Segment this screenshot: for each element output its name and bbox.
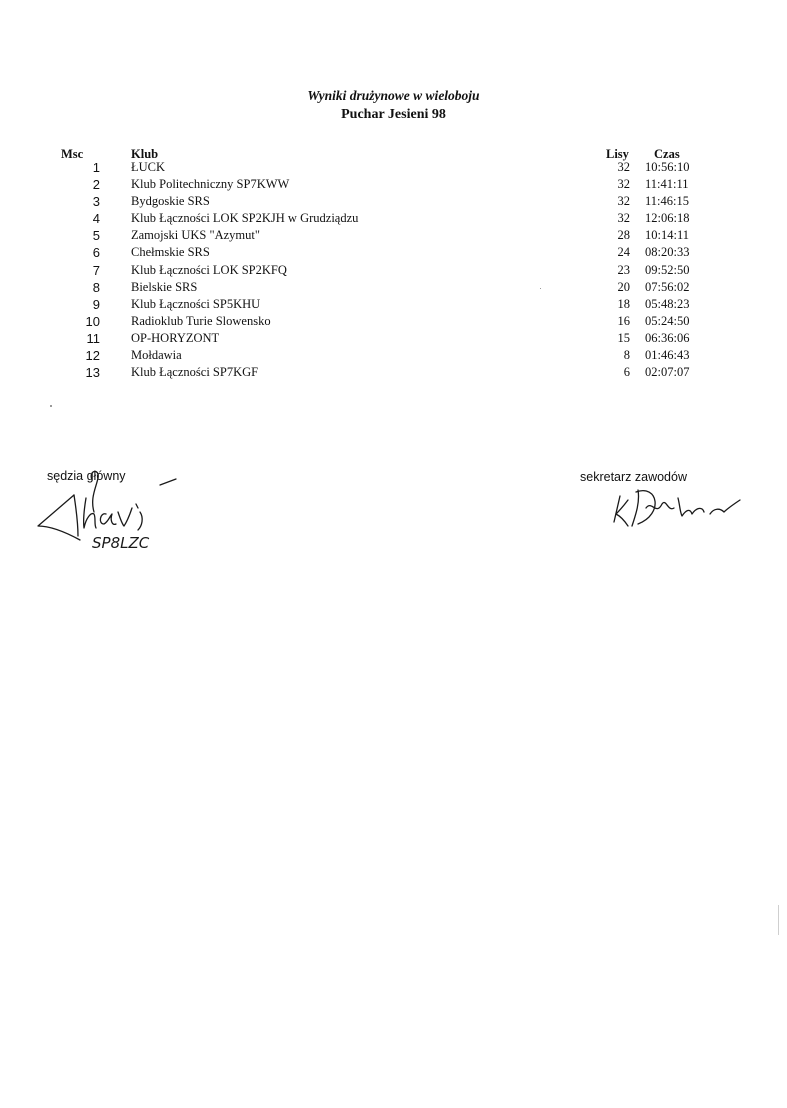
- cell-czas: 08:20:33: [645, 245, 690, 260]
- cell-czas: 11:46:15: [645, 194, 689, 209]
- table-row: [0, 228, 787, 245]
- cell-msc: 10: [85, 313, 100, 329]
- cell-lisy: 32: [617, 194, 630, 209]
- cell-klub: Radioklub Turie Slowensko: [131, 313, 271, 328]
- cell-lisy: 6: [623, 365, 630, 380]
- cell-lisy: 8: [623, 348, 630, 363]
- cell-czas: 05:48:23: [645, 296, 690, 311]
- cell-czas: 05:24:50: [645, 313, 690, 328]
- table-row: [0, 348, 787, 365]
- cell-klub: Bielskie SRS: [131, 279, 198, 294]
- table-row: [0, 177, 787, 194]
- cell-klub: Klub Łączności SP5KHU: [131, 296, 261, 311]
- cell-msc: 11: [86, 330, 100, 346]
- cell-msc: 12: [85, 348, 100, 364]
- cell-klub: ŁUCK: [131, 160, 166, 174]
- cell-msc: 3: [92, 194, 100, 210]
- column-header-czas: Czas: [654, 147, 680, 161]
- cell-klub: Klub Łączności LOK SP2KFQ: [131, 262, 287, 277]
- table-row: [0, 160, 787, 177]
- head-judge-signature: [28, 468, 178, 558]
- cell-lisy: 28: [617, 228, 630, 243]
- table-row: [0, 365, 787, 382]
- competition-secretary-label: sekretarz zawodów: [580, 470, 687, 484]
- head-judge-label: sędzia główny: [47, 469, 126, 483]
- cell-msc: 13: [85, 365, 100, 381]
- cell-msc: 6: [92, 245, 100, 261]
- cell-klub: Mołdawia: [131, 348, 182, 363]
- cell-lisy: 32: [617, 177, 630, 192]
- cell-czas: 09:52:50: [645, 262, 690, 277]
- cell-msc: 8: [92, 279, 100, 295]
- cell-czas: 07:56:02: [645, 279, 690, 294]
- cell-lisy: 32: [617, 211, 630, 226]
- cell-msc: 9: [92, 296, 100, 312]
- cell-czas: 02:07:07: [645, 365, 690, 380]
- cell-msc: 5: [92, 228, 100, 244]
- cell-lisy: 24: [617, 245, 630, 260]
- cell-klub: Zamojski UKS "Azymut": [131, 228, 260, 243]
- table-row: [0, 194, 787, 211]
- cell-lisy: 16: [617, 313, 630, 328]
- cell-czas: 01:46:43: [645, 348, 690, 363]
- cell-msc: 7: [92, 262, 100, 278]
- competition-secretary-signature: [598, 478, 748, 538]
- table-row: [0, 297, 787, 314]
- cell-klub: OP-HORYZONT: [131, 330, 220, 345]
- cell-msc: 2: [92, 177, 100, 193]
- document-title: Wyniki drużynowe w wieloboju: [307, 88, 480, 103]
- column-header-msc: Msc: [61, 147, 84, 161]
- cell-czas: 06:36:06: [645, 330, 690, 345]
- document-subtitle: Puchar Jesieni 98: [341, 107, 446, 122]
- cell-msc: 1: [92, 160, 100, 175]
- cell-klub: Klub Łączności LOK SP2KJH w Grudziądzu: [131, 211, 359, 226]
- cell-czas: 11:41:11: [645, 177, 689, 192]
- scan-speck: [540, 288, 541, 289]
- cell-klub: Klub Politechniczny SP7KWW: [131, 177, 290, 192]
- table-row: [0, 211, 787, 228]
- cell-lisy: 15: [617, 330, 630, 345]
- table-row: [0, 280, 787, 297]
- scan-speck: [778, 905, 779, 935]
- cell-lisy: 32: [617, 160, 630, 174]
- table-row: [0, 331, 787, 348]
- cell-lisy: 20: [617, 279, 630, 294]
- scan-speck: [50, 405, 52, 407]
- head-judge-handwriting: SP8LZC: [92, 534, 150, 552]
- cell-klub: Chełmskie SRS: [131, 245, 210, 260]
- cell-lisy: 23: [617, 262, 630, 277]
- table-row: [0, 314, 787, 331]
- cell-lisy: 18: [617, 296, 630, 311]
- cell-klub: Klub Łączności SP7KGF: [131, 365, 259, 380]
- cell-czas: 12:06:18: [645, 211, 690, 226]
- cell-klub: Bydgoskie SRS: [131, 194, 210, 209]
- results-table: [0, 160, 787, 382]
- table-row: [0, 245, 787, 262]
- table-row: [0, 263, 787, 280]
- cell-czas: 10:56:10: [645, 160, 690, 174]
- cell-czas: 10:14:11: [645, 228, 689, 243]
- cell-msc: 4: [92, 211, 100, 227]
- column-header-klub: Klub: [131, 147, 159, 161]
- column-header-lisy: Lisy: [606, 147, 629, 161]
